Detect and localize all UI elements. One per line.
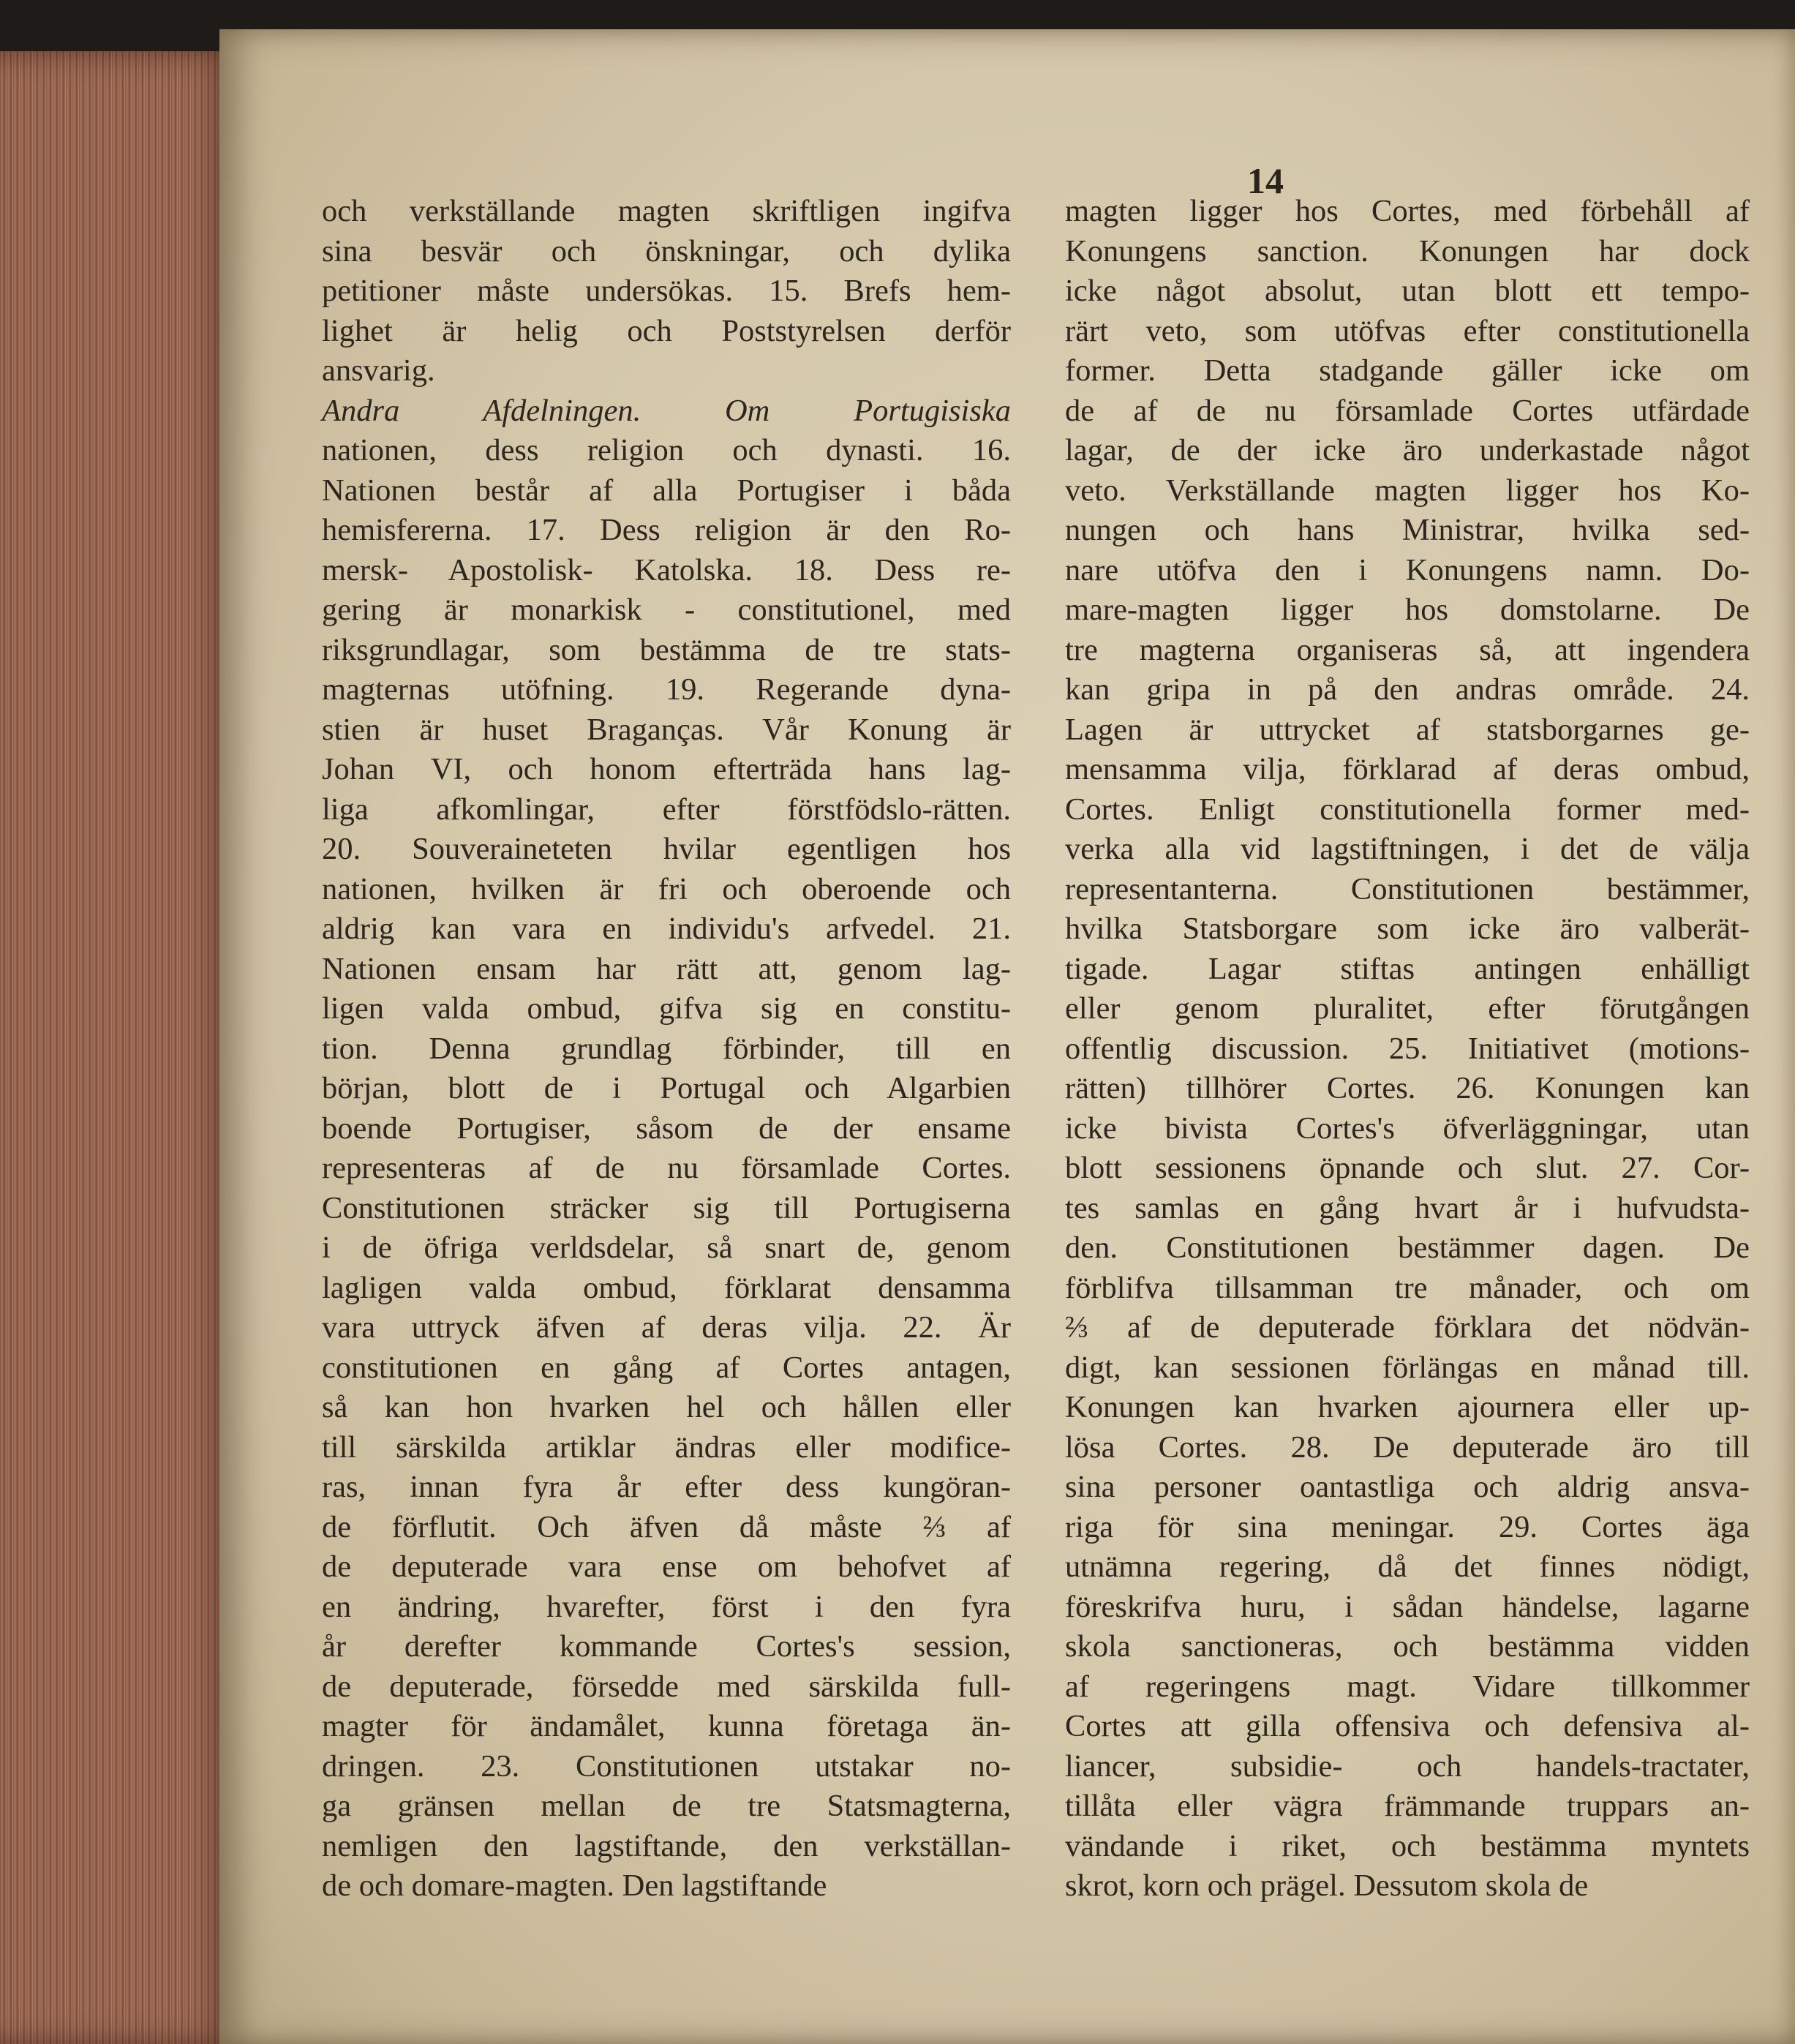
text-line: liancer, subsidie- och handels-tractater, — [1065, 1748, 1750, 1784]
text-line: den. Constitutionen bestämmer dagen. De — [1065, 1230, 1750, 1265]
text-line: ligen valda ombud, gifva sig en constitu- — [322, 991, 1011, 1026]
text-line: dringen. 23. Constitutionen utstakar no- — [322, 1748, 1011, 1784]
text-line: magter för ändamålet, kunna företaga än- — [322, 1709, 1011, 1743]
text-line: blott sessionens öpnande och slut. 27. Cor- — [1065, 1151, 1750, 1185]
book-page-edges — [0, 51, 241, 2044]
text-line: Johan VI, och honom efterträda hans lag- — [322, 752, 1011, 786]
text-line: Konungen kan hvarken ajournera eller up- — [1065, 1390, 1750, 1424]
text-line: vara uttryck äfven af deras vilja. 22. Är — [322, 1310, 1011, 1345]
text-line: kan gripa in på den andras område. 24. — [1065, 672, 1750, 707]
text-line: rärt veto, som utöfvas efter constitutionella — [1065, 313, 1750, 348]
text-line: Andra Afdelningen. Om Portugisiska — [322, 393, 1011, 428]
text-line: petitioner måste undersökas. 15. Brefs hem- — [322, 274, 1011, 308]
text-line: Cortes att gilla offensiva och defensiva al- — [1065, 1709, 1750, 1743]
text-line: nemligen den lagstiftande, den verkställan- — [322, 1828, 1011, 1863]
text-line: Lagen är uttrycket af statsborgarnes ge- — [1065, 712, 1750, 747]
text-line: 20. Souveraineteten hvilar egentligen hos — [322, 832, 1011, 866]
text-line: verka alla vid lagstiftningen, i det de välja — [1065, 832, 1750, 866]
text-line: eller genom pluralitet, efter förutgången — [1065, 991, 1750, 1026]
text-line: Nationen ensam har rätt att, genom lag- — [322, 951, 1011, 986]
text-line: en ändring, hvarefter, först i den fyra — [322, 1589, 1011, 1624]
text-line: mersk- Apostolisk- Katolska. 18. Dess re- — [322, 552, 1011, 587]
text-line: rätten) tillhörer Cortes. 26. Konungen kan — [1065, 1071, 1750, 1105]
text-line: tigade. Lagar stiftas antingen enhälligt — [1065, 951, 1750, 986]
text-line: ⅔ af de deputerade förklara det nödvän- — [1065, 1310, 1750, 1345]
text-line: nungen och hans Ministrar, hvilka sed- — [1065, 513, 1750, 547]
text-line: sina personer oantastliga och aldrig ansva- — [1065, 1470, 1750, 1504]
text-line: boende Portugiser, såsom de der ensame — [322, 1111, 1011, 1146]
text-line: Nationen består af alla Portugiser i båda — [322, 473, 1011, 508]
text-line: så kan hon hvarken hel och hållen eller — [322, 1390, 1011, 1424]
text-line: former. Detta stadgande gäller icke om — [1065, 353, 1750, 388]
text-line: förblifva tillsamman tre månader, och om — [1065, 1270, 1750, 1305]
text-line: tion. Denna grundlag förbinder, till en — [322, 1031, 1011, 1066]
right-text-column — [1065, 192, 1750, 1906]
text-line: tes samlas en gång hvart år i hufvudsta- — [1065, 1190, 1750, 1225]
text-line: offentlig discussion. 25. Initiativet (motions- — [1065, 1031, 1750, 1066]
text-line: representeras af de nu församlade Cortes. — [322, 1151, 1011, 1185]
text-line: nationen, dess religion och dynasti. 16. — [322, 433, 1011, 467]
text-line: lösa Cortes. 28. De deputerade äro till — [1065, 1429, 1750, 1465]
text-line: föreskrifva huru, i sådan händelse, lagarne — [1065, 1589, 1750, 1624]
text-line: vändande i riket, och bestämma myntets — [1065, 1828, 1750, 1863]
text-line: mensamma vilja, förklarad af deras ombud, — [1065, 752, 1750, 786]
text-line: tillåta eller vägra främmande truppars an- — [1065, 1789, 1750, 1823]
text-line: Konungens sanction. Konungen har dock — [1065, 233, 1750, 268]
text-line: magternas utöfning. 19. Regerande dyna- — [322, 672, 1011, 707]
text-line: ras, innan fyra år efter dess kungöran- — [322, 1470, 1011, 1504]
text-line: de deputerade, försedde med särskilda full- — [322, 1669, 1011, 1704]
text-line: gering är monarkisk - constitutionel, med — [322, 593, 1011, 627]
text-line: veto. Verkställande magten ligger hos Ko- — [1065, 473, 1750, 508]
text-line: constitutionen en gång af Cortes antagen, — [322, 1350, 1011, 1385]
text-line: de deputerade vara ense om behofvet af — [322, 1549, 1011, 1584]
text-line: skola sanctioneras, och bestämma vidden — [1065, 1629, 1750, 1664]
text-line: hemisfererna. 17. Dess religion är den Ro- — [322, 513, 1011, 547]
text-line: Cortes. Enligt constitutionella former med- — [1065, 792, 1750, 827]
text-line: icke bivista Cortes's öfverläggningar, utan — [1065, 1111, 1750, 1146]
text-line: riga för sina meningar. 29. Cortes äga — [1065, 1509, 1750, 1544]
text-line: till särskilda artiklar ändras eller modifice- — [322, 1429, 1011, 1465]
text-line: och verkställande magten skriftligen ingifva — [322, 194, 1011, 228]
text-line: riksgrundlagar, som bestämma de tre stats- — [322, 632, 1011, 667]
text-line: nationen, hvilken är fri och oberoende och — [322, 871, 1011, 906]
text-line: lagar, de der icke äro underkastade något — [1065, 433, 1750, 467]
text-line: af regeringens magt. Vidare tillkommer — [1065, 1669, 1750, 1704]
text-line: liga afkomlingar, efter förstfödslo-rätten. — [322, 792, 1011, 827]
text-line: stien är huset Braganças. Vår Konung är — [322, 712, 1011, 747]
text-line: början, blott de i Portugal och Algarbien — [322, 1071, 1011, 1105]
text-line: utnämna regering, då det finnes nödigt, — [1065, 1549, 1750, 1584]
text-line: de och domare-magten. Den lagstiftande — [322, 1868, 827, 1903]
text-line: Constitutionen sträcker sig till Portugiserna — [322, 1190, 1011, 1225]
text-line: mare-magten ligger hos domstolarne. De — [1065, 593, 1750, 627]
text-line: de förflutit. Och äfven då måste ⅔ af — [322, 1509, 1011, 1544]
text-line: magten ligger hos Cortes, med förbehåll af — [1065, 194, 1750, 228]
text-line: aldrig kan vara en individu's arfvedel. 21. — [322, 912, 1011, 946]
text-line: ansvarig. — [322, 353, 435, 388]
text-line: tre magterna organiseras så, att ingendera — [1065, 632, 1750, 667]
text-line: i de öfriga verldsdelar, så snart de, genom — [322, 1230, 1011, 1265]
text-line: digt, kan sessionen förlängas en månad till. — [1065, 1350, 1750, 1385]
text-line: representanterna. Constitutionen bestämmer, — [1065, 871, 1750, 906]
text-line: sina besvär och önskningar, och dylika — [322, 233, 1011, 268]
text-line: hvilka Statsborgare som icke äro valberät- — [1065, 912, 1750, 946]
text-line: lighet är helig och Poststyrelsen derför — [322, 313, 1011, 348]
text-line: skrot, korn och prägel. Dessutom skola de — [1065, 1868, 1589, 1903]
text-line: nare utöfva den i Konungens namn. Do- — [1065, 552, 1750, 587]
text-line: de af de nu församlade Cortes utfärdade — [1065, 393, 1750, 428]
page-number: 14 — [1247, 160, 1284, 201]
text-line: år derefter kommande Cortes's session, — [322, 1629, 1011, 1664]
text-line: icke något absolut, utan blott ett tempo- — [1065, 274, 1750, 308]
text-line: ga gränsen mellan de tre Statsmagterna, — [322, 1789, 1011, 1823]
left-text-column — [322, 192, 1011, 1906]
text-line: lagligen valda ombud, förklarat densamma — [322, 1270, 1011, 1305]
